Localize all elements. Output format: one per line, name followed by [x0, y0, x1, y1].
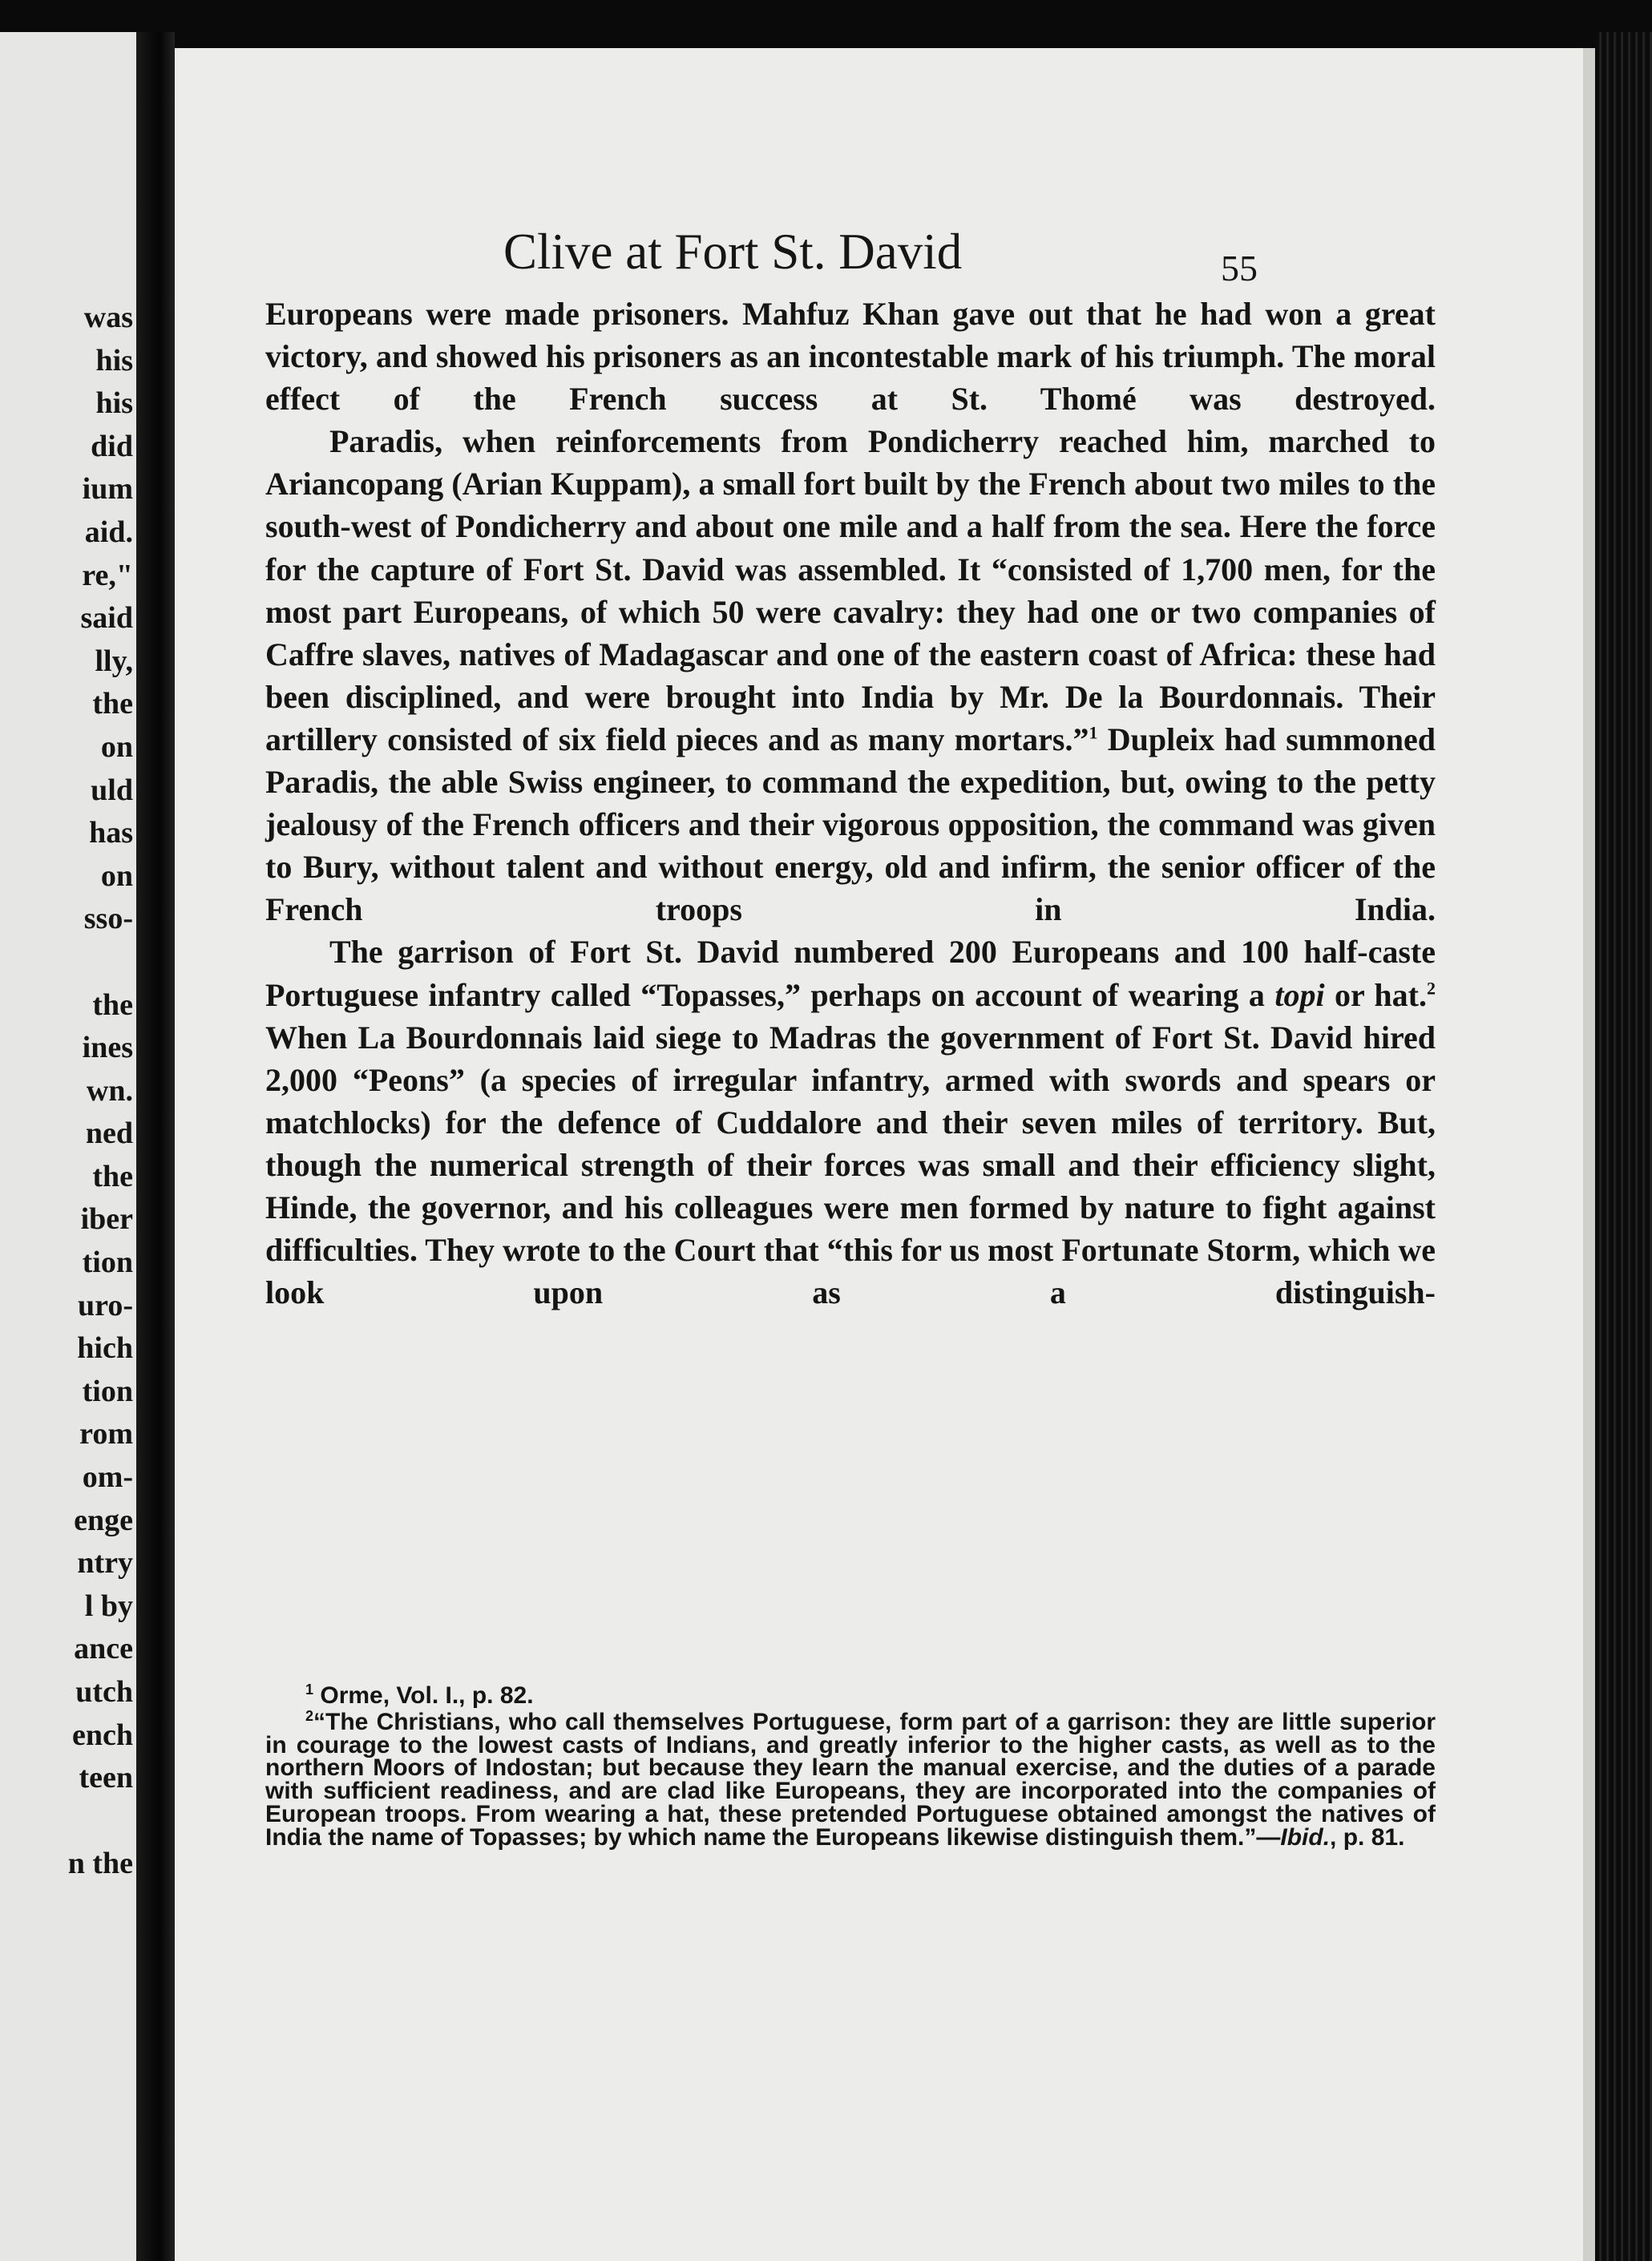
- facing-page-line-fragment: the: [92, 1159, 133, 1193]
- book-fore-edge: [1595, 32, 1652, 2261]
- facing-page-line-fragment: wn.: [86, 1073, 133, 1108]
- scan-top-border: [0, 0, 1652, 48]
- footnote-reference: 2: [1427, 978, 1436, 999]
- paragraph-text: When La Bourdonnais laid siege to Madras the government of Fort St. David hired 2,000 “Peons” (a species of irregular infantry, armed with swords and spears or matchlocks) for the defence of Cuddalore and their seven miles of territory. But, though the numerical strength of their forces was small and their efficiency slight, Hinde, the governor, and his colleagues were men formed by nature to fight against difficulties. They wrote to the Court that “this for us most Fortunate Storm, which we look upon as a distinguish-: [265, 1019, 1436, 1311]
- facing-page-line-fragment: ines: [82, 1031, 133, 1065]
- facing-page-line-fragment: teen: [79, 1761, 133, 1795]
- facing-page-line-fragment: [68, 941, 133, 984]
- facing-page-line-fragment: ntry: [77, 1546, 133, 1581]
- footnote-text: “The Christians, who call themselves Portuguese, form part of a garrison: they are little superior in courage to the lowest casts of Indians, and greatly inferior to the higher casts, as well as to the northern Moors of Indostan; but because they learn the manual exercise, and the duties of a parade with sufficient readiness, and are clad like Europeans, they are incorporated into the companies of European troops. From wearing a hat, these pretended Portuguese obtained amongst the natives of India the name of Topasses; by which name the Europeans likewise distinguish them.”—: [265, 1708, 1436, 1851]
- facing-page-line-fragment: ance: [74, 1632, 133, 1666]
- facing-page-line-fragment: n the: [67, 1847, 133, 1881]
- page-header: [175, 223, 1595, 287]
- facing-page-line-fragment: utch: [75, 1675, 133, 1709]
- facing-page-line-fragment: tion: [82, 1246, 133, 1280]
- footnote-marker: 1: [305, 1682, 314, 1698]
- facing-page-line-fragment: uld: [91, 773, 133, 807]
- facing-page-line-fragment: was: [83, 301, 133, 334]
- facing-page-line-fragment: ench: [72, 1718, 133, 1752]
- facing-page-line-fragment: did: [91, 429, 133, 463]
- facing-page-line-fragment: [68, 1800, 133, 1843]
- body-text: [265, 293, 1436, 1314]
- facing-page-line-fragment: has: [89, 816, 133, 850]
- facing-page-left: [0, 32, 136, 2261]
- paragraph-text: Dupleix had summoned Paradis, the able Swiss engineer, to command the expedition, but, owing to the petty jealousy of the French officers and their vigorous opposition, the command was given to Bury, without talent and without energy, old and infirm, the senior officer of the French troops in India.: [265, 721, 1436, 928]
- paragraph: [265, 420, 1436, 931]
- footnote-reference: 1: [1089, 722, 1098, 743]
- facing-page-line-fragment: ium: [82, 472, 133, 507]
- facing-page-line-fragment: aid.: [84, 515, 133, 549]
- facing-page-line-fragment: on: [100, 858, 133, 893]
- facing-page-line-fragment: om-: [82, 1460, 133, 1495]
- facing-page-line-fragment: l by: [84, 1589, 133, 1623]
- facing-page-line-fragment: ned: [85, 1116, 133, 1151]
- footnote-ibid: Ibid.: [1280, 1823, 1331, 1851]
- facing-page-line-fragment: iber: [80, 1202, 133, 1237]
- paragraph-text: Europeans were made prisoners. Mahfuz Khan gave out that he had won a great victory, and showed his prisoners as an incontestable mark of his triumph. The moral effect of the French success at St. Thomé was destroyed.: [265, 296, 1436, 418]
- paragraph-text: The garrison of Fort St. David numbered 200 Europeans and 100 half-caste Portuguese infantry called “Topasses,” perhaps on account of wearing a: [265, 934, 1436, 1013]
- facing-page-line-fragment: sso-: [83, 902, 133, 936]
- facing-page-line-fragment: his: [95, 343, 133, 378]
- facing-page-line-fragment: rom: [79, 1417, 133, 1451]
- facing-page-line-fragment: his: [95, 386, 133, 421]
- facing-page-line-fragment: the: [92, 687, 133, 721]
- facing-page-line-fragment: tion: [82, 1374, 133, 1408]
- footnote: [265, 1707, 1436, 1851]
- footnotes: [265, 1682, 1436, 1851]
- facing-page-line-ends: [68, 297, 133, 1886]
- facing-page-line-fragment: enge: [74, 1503, 133, 1537]
- paragraph-text: Paradis, when reinforcements from Pondicherry reached him, marched to Ariancopang (Arian Kuppam), a small fort built by the French about two miles to the south-west of Pondicherry and about one mile and a half from the sea. Here the force for the capture of Fort St. David was assembled. It “consisted of 1,700 men, for the most part Europeans, of which 50 were cavalry: they had one or two companies of Caffre slaves, natives of Madagascar and one of the eastern coast of Africa: these had been disciplined, and were brought into India by Mr. De la Bourdonnais. Their artillery consisted of six field pieces and as many mortars.”: [265, 423, 1436, 757]
- footnote: [265, 1682, 1436, 1709]
- facing-page-line-fragment: the: [92, 987, 133, 1022]
- paragraph: [265, 293, 1436, 420]
- footnote-text: Orme, Vol. I., p. 82.: [320, 1682, 534, 1709]
- facing-page-line-fragment: said: [80, 601, 133, 636]
- facing-page-line-fragment: hich: [77, 1331, 133, 1366]
- footnote-text: , p. 81.: [1330, 1823, 1405, 1851]
- facing-page-line-fragment: re,": [82, 558, 133, 592]
- book-gutter: [136, 32, 175, 2261]
- italic-term: topi: [1274, 976, 1325, 1013]
- footnote-marker: 2: [305, 1707, 314, 1724]
- page-edge-shadow: [1583, 48, 1595, 2261]
- page-number: 55: [1221, 248, 1258, 289]
- running-head: Clive at Fort St. David: [503, 224, 963, 280]
- facing-page-line-fragment: on: [100, 729, 133, 764]
- paragraph: [265, 931, 1436, 1314]
- book-page: [175, 48, 1595, 2261]
- paragraph-text: or hat.: [1324, 976, 1427, 1013]
- facing-page-line-fragment: lly,: [95, 644, 133, 678]
- facing-page-line-fragment: uro-: [78, 1288, 133, 1322]
